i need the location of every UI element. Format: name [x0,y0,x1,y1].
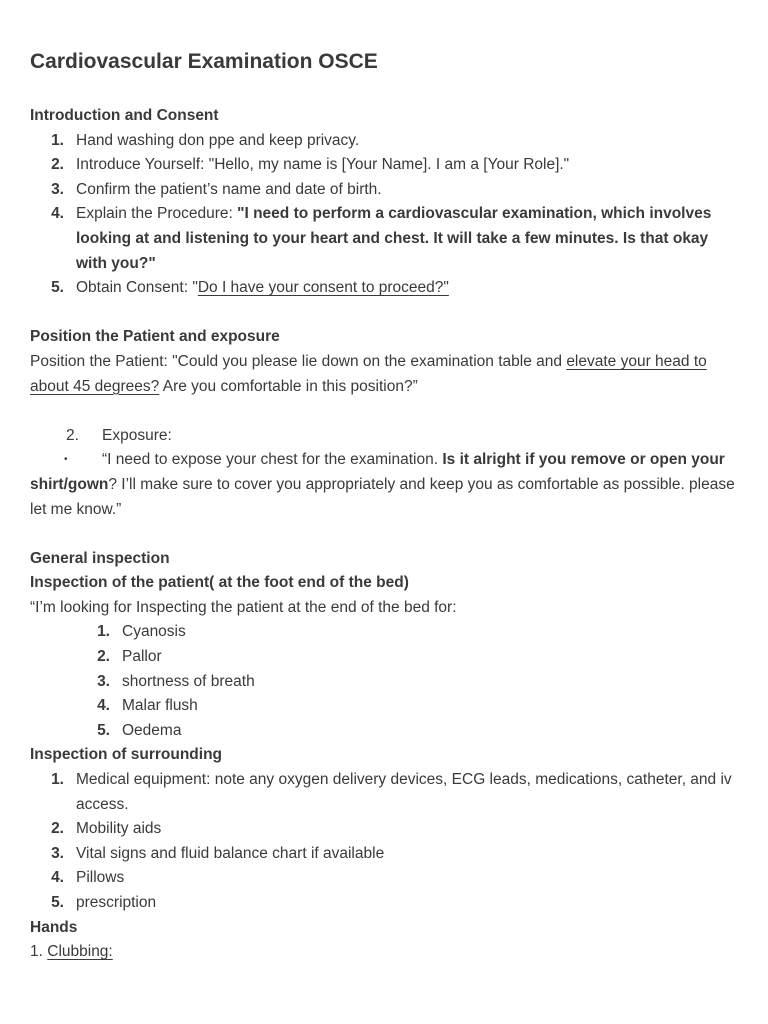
list-item [30,719,740,744]
list-text: shortness of breath [122,672,255,690]
list-item [30,817,740,842]
list-item [30,620,740,645]
surrounding-list [30,768,740,916]
list-number: 1. [97,623,110,641]
list-number: 2. [51,820,64,838]
page-title: Cardiovascular Examination OSCE [30,50,378,73]
list-text: Explain the Procedure: [76,205,238,223]
section-heading-surrounding: Inspection of surrounding [30,746,223,764]
list-number: 5. [51,279,64,297]
list-item [30,866,740,891]
list-number: 2. [51,156,64,174]
list-text: Confirm the patient’s name and date of birth. [76,180,382,198]
list-number: 1. [30,943,43,961]
exposure-bullet [30,448,740,522]
paragraph-text: ? I’ll make sure to cover you appropriately and keep you as comfortable as possible. please let me know.” [30,475,735,518]
list-number: 1. [51,771,64,789]
general-intro: “I’m looking for Inspecting the patient at the end of the bed for: [30,598,457,616]
position-paragraph [30,350,740,399]
section-heading-hands: Hands [30,918,78,936]
list-number: 5. [51,894,64,911]
list-text: Cyanosis [122,623,186,641]
list-text: Vital signs and fluid balance chart if available [76,844,385,862]
list-number: 5. [97,721,110,739]
list-item [30,276,740,301]
list-text: Medical equipment: note any oxygen delivery devices, ECG leads, medications, catheter, and iv access. [76,771,732,813]
list-item [30,768,740,817]
bullet-icon: • [64,454,68,466]
list-number: 3. [51,180,64,198]
list-item [30,694,740,719]
list-number: 4. [51,869,64,887]
exposure-item [30,424,740,449]
bold-text: "I need to perform a cardiovascular examination, which involves looking at and listening to your heart and chest. It will take a few minutes. Is that okay with you?" [76,205,712,272]
list-item [30,178,740,203]
list-text: Oedema [122,721,182,739]
list-text: Mobility aids [76,820,162,838]
general-list [30,620,740,743]
paragraph-text: Are you comfortable in this position?” [159,377,418,395]
list-number: 4. [97,697,110,715]
paragraph-text: Position the Patient: "Could you please lie down on the examination table and [30,352,567,370]
document-content [30,104,740,965]
list-number: 2. [66,426,79,444]
intro-list [30,129,740,301]
list-text: Malar flush [122,697,198,715]
list-number: 3. [51,844,64,862]
section-subheading: Inspection of the patient( at the foot end of the bed) [30,574,409,592]
list-text: Hand washing don ppe and keep privacy. [76,131,360,149]
underlined-text: Do I have your consent to proceed?" [197,279,449,297]
list-text: Pallor [122,648,162,666]
list-number: 1. [51,131,64,149]
list-number: 4. [51,205,64,223]
section-heading-general: General inspection [30,549,170,567]
list-item [30,129,740,154]
list-item [30,153,740,178]
list-text: Obtain Consent: " [76,279,198,297]
paragraph-text: “I need to expose your chest for the examination. [102,451,443,469]
list-text: Exposure: [102,426,172,444]
list-text: Introduce Yourself: "Hello, my name is [Your Name]. I am a [Your Role]." [76,156,570,174]
list-number: 2. [97,648,110,666]
underlined-text: Clubbing: [47,943,113,961]
bold-text: Is it alright if you remove or open your shirt/gown [30,451,725,493]
list-text: Pillows [76,869,125,887]
list-item [30,202,740,276]
list-item [30,670,740,695]
list-item [30,645,740,670]
list-text: prescription [76,894,157,911]
section-heading-intro: Introduction and Consent [30,107,219,124]
underlined-text: elevate your head to about 45 degrees? [30,352,707,395]
section-heading-position: Position the Patient and exposure [30,328,280,346]
list-number: 3. [97,672,110,690]
list-item [30,891,740,916]
hands-item [30,940,740,965]
list-item [30,842,740,867]
